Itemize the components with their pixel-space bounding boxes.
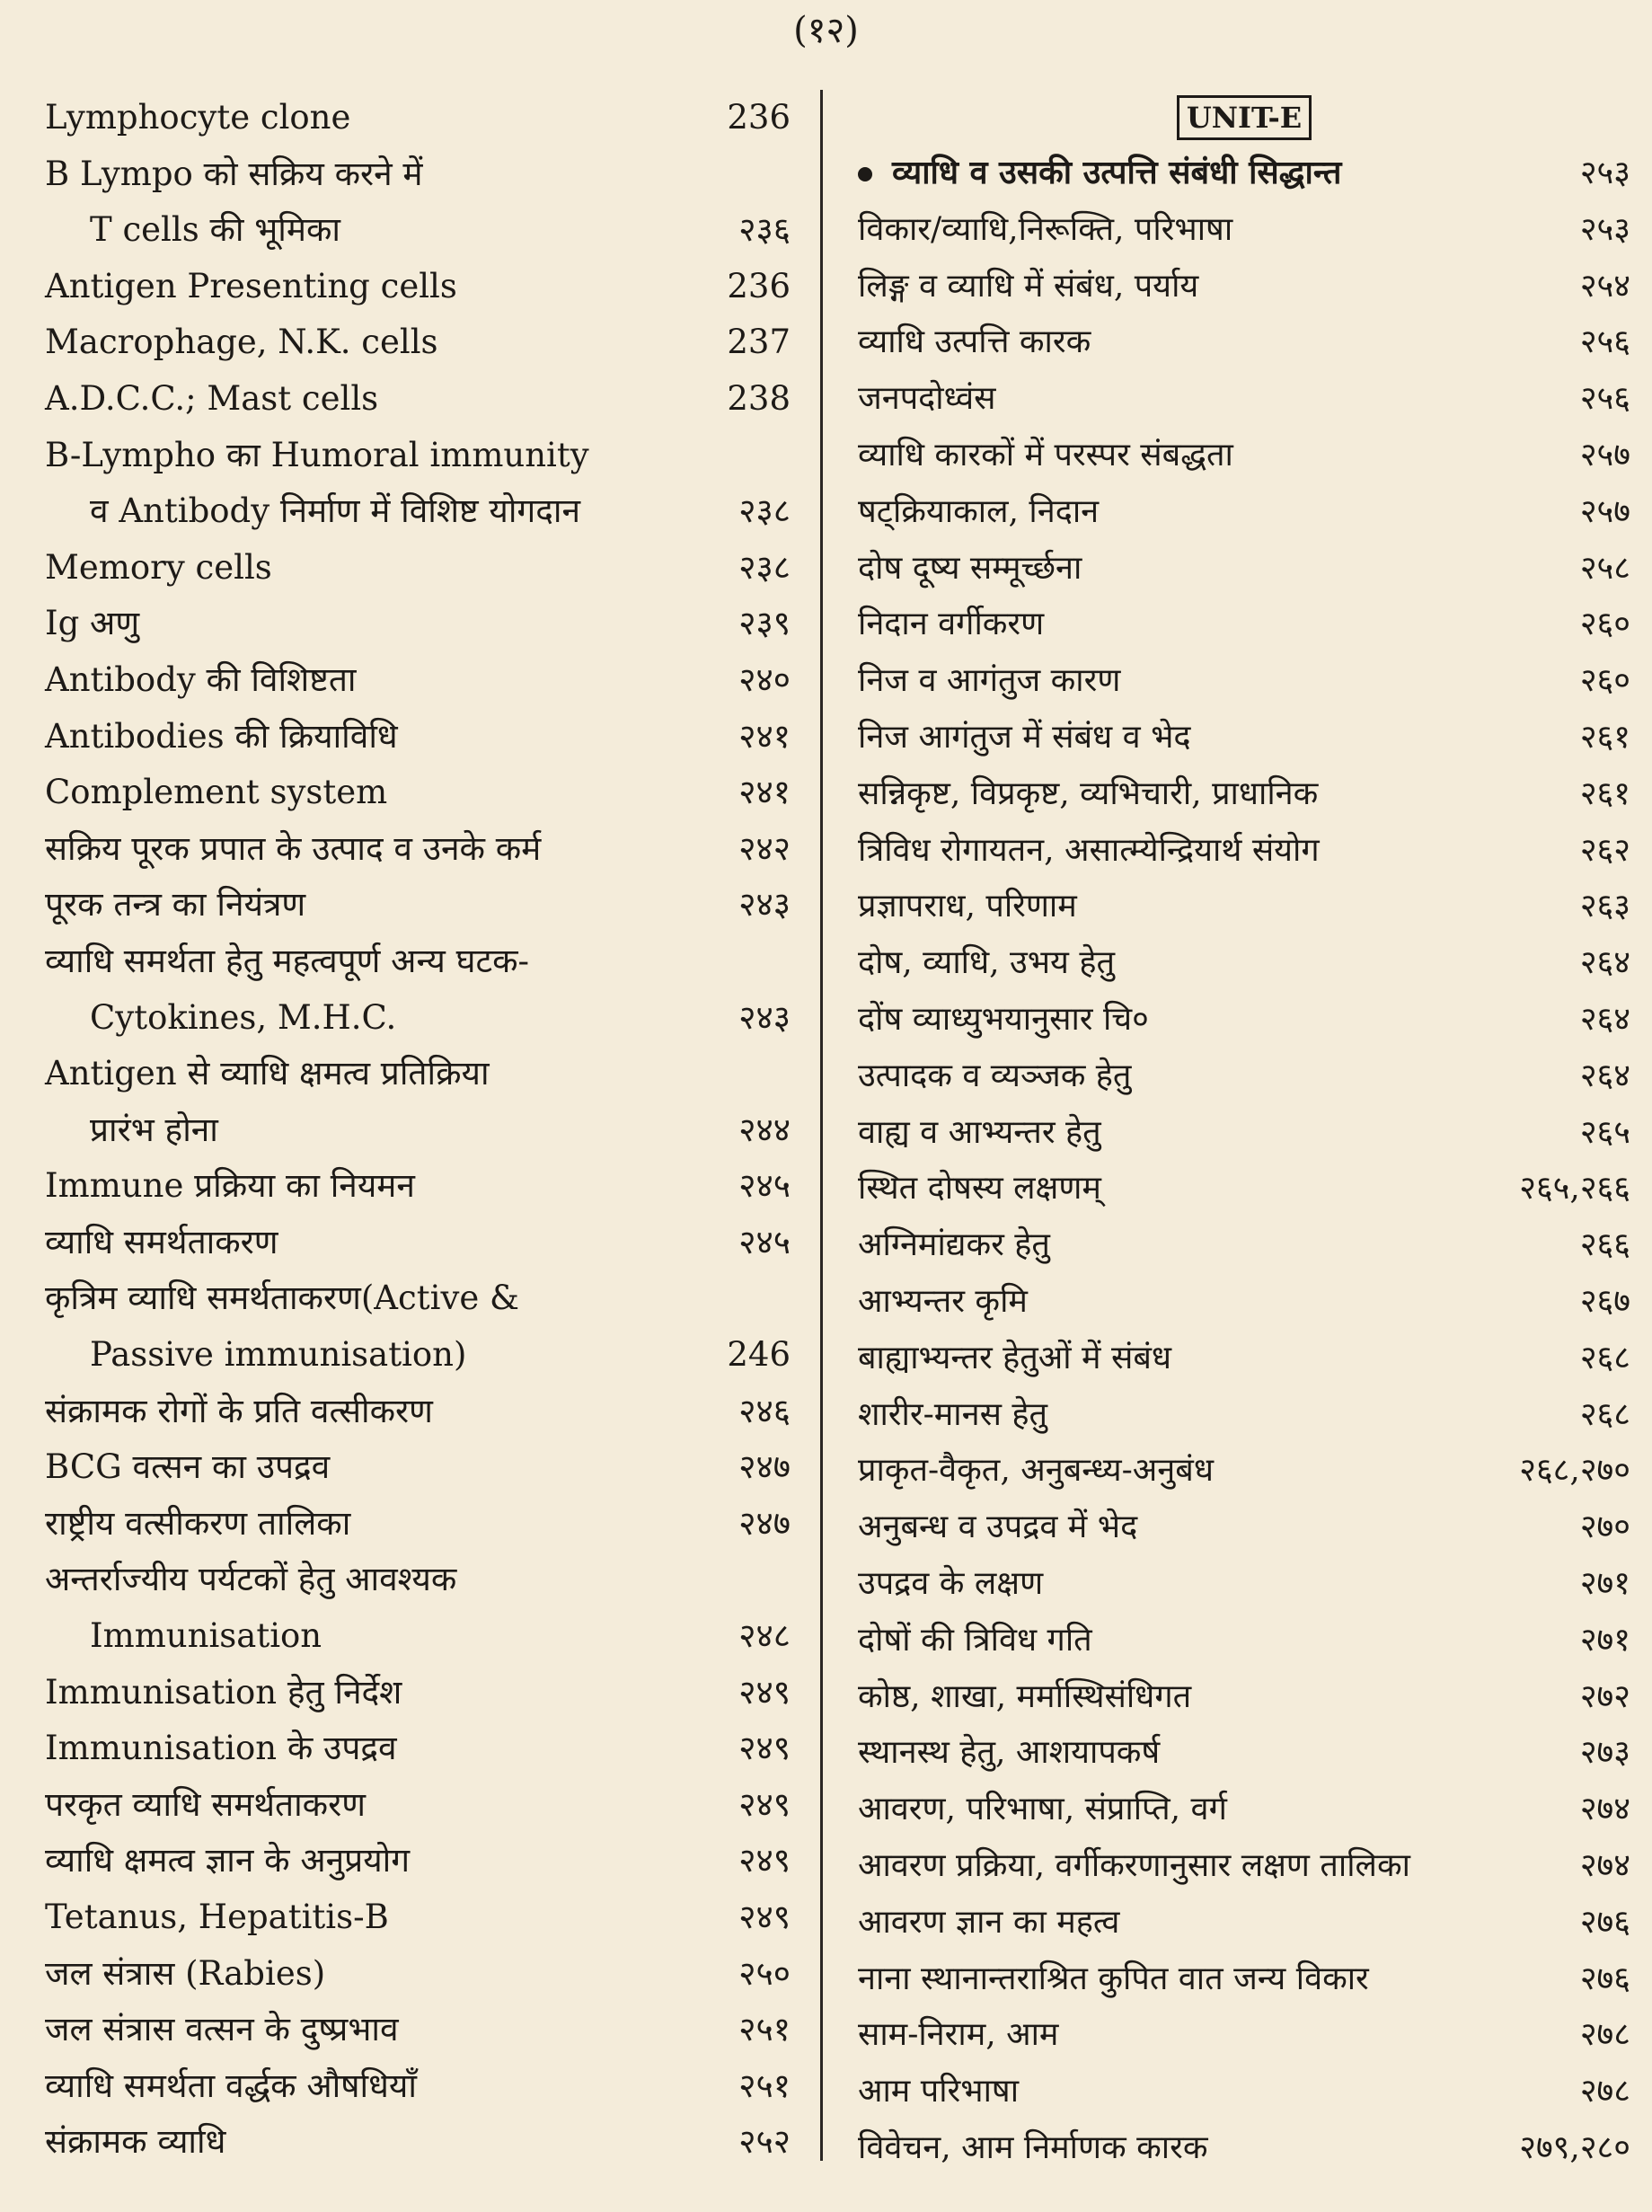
toc-entry-page: २३६ <box>738 210 791 250</box>
toc-entry-title: Lymphocyte clone <box>45 98 351 137</box>
toc-entry-title: कोष्ठ, शाखा, मर्मास्थिसंधिगत <box>858 1677 1192 1715</box>
toc-entry-page: २५१ <box>738 2066 791 2105</box>
toc-entry <box>858 2120 1630 2177</box>
toc-entry-page: २४९ <box>738 1898 791 1936</box>
toc-entry <box>45 259 791 315</box>
toc-entry-title: Immune प्रक्रिया का नियमन <box>45 1166 415 1206</box>
toc-entry-page: २७३ <box>1579 1734 1630 1772</box>
toc-entry <box>45 540 791 597</box>
toc-entry-title: वाह्य व आभ्यन्तर हेतु <box>858 1113 1101 1151</box>
toc-entry-page: २४७ <box>738 1503 791 1543</box>
toc-entry-page: २७० <box>1579 1509 1630 1546</box>
toc-entry-page: २४३ <box>738 997 791 1037</box>
toc-entry-page: २३८ <box>738 547 791 587</box>
toc-entry-page: २७६ <box>1579 1960 1630 1997</box>
toc-entry <box>45 1552 791 1608</box>
toc-entry-title: व्याधि समर्थताकरण <box>45 1222 278 1261</box>
toc-entry <box>45 1889 791 1946</box>
toc-entry-title: सन्निकृष्ट, विप्रकृष्ट, व्यभिचारी, प्राधानिक <box>858 774 1319 812</box>
toc-entry <box>45 90 791 146</box>
toc-entry <box>45 483 791 540</box>
toc-entry <box>45 1946 791 2003</box>
toc-entry-title: Antigen Presenting cells <box>45 266 457 305</box>
toc-entry <box>858 314 1630 371</box>
toc-entry-title: उत्पादक व व्यञ्जक हेतु <box>858 1057 1132 1094</box>
toc-entry <box>45 1721 791 1777</box>
toc-entry-page: 236 <box>727 98 791 137</box>
toc-entry <box>858 2064 1630 2120</box>
section-heading-title: व्याधि व उसकी उत्पत्ति संबंधी सिद्धान्त <box>892 155 1342 191</box>
toc-entry-page: २६८ <box>1579 1395 1630 1433</box>
toc-entry-page: २५० <box>738 1953 791 1993</box>
toc-entry <box>45 428 791 484</box>
right-entry-list <box>858 202 1630 2177</box>
toc-entry-title: व्याधि समर्थता हेतु महत्वपूर्ण अन्य घटक- <box>45 941 530 980</box>
toc-entry-page: २६५ <box>1579 1113 1630 1151</box>
toc-entry <box>858 541 1630 597</box>
toc-entry <box>858 1217 1630 1274</box>
toc-entry-page: २४० <box>738 659 791 699</box>
toc-entry <box>45 1102 791 1159</box>
toc-entry-title: दोंष व्याध्युभयानुसार चि० <box>858 1000 1149 1038</box>
toc-entry <box>858 1048 1630 1105</box>
toc-entry <box>45 1665 791 1721</box>
toc-entry-page: २४७ <box>738 1447 791 1487</box>
toc-entry <box>45 1046 791 1102</box>
toc-entry-page: २६३ <box>1579 888 1630 925</box>
toc-entry-title: प्रज्ञापराध, परिणाम <box>858 888 1077 925</box>
toc-entry <box>858 1331 1630 1387</box>
toc-entry-page: २५३ <box>1579 210 1630 248</box>
toc-entry-title: शारीर-मानस हेतु <box>858 1395 1047 1433</box>
toc-entry <box>858 1951 1630 2008</box>
toc-entry <box>858 1613 1630 1669</box>
section-heading-page: २५३ <box>1579 155 1630 191</box>
toc-entry-title: Antibodies की क्रियाविधि <box>45 716 398 756</box>
toc-entry-title: व्याधि समर्थता वर्द्धक औषधियाँ <box>45 2066 417 2105</box>
toc-entry-page: २६८ <box>1579 1339 1630 1376</box>
toc-entry-page: २४९ <box>738 1729 791 1768</box>
toc-entry-page: २५७ <box>1579 436 1630 473</box>
toc-entry-title: प्रारंभ होना <box>90 1110 218 1149</box>
toc-entry <box>858 1500 1630 1556</box>
toc-entry <box>858 766 1630 823</box>
toc-entry-title: Immunisation <box>90 1616 322 1656</box>
toc-entry-title: BCG वत्सन का उपद्रव <box>45 1447 331 1487</box>
toc-entry <box>858 653 1630 710</box>
toc-entry <box>45 146 791 203</box>
toc-entry-page: २५४ <box>1579 267 1630 305</box>
toc-entry <box>858 202 1630 259</box>
toc-entry <box>858 823 1630 880</box>
toc-entry-title: लिङ्ग व व्याधि में संबंध, पर्याय <box>858 267 1199 305</box>
toc-entry <box>858 1387 1630 1444</box>
toc-entry <box>858 1669 1630 1726</box>
toc-entry-title: A.D.C.C.; Mast cells <box>45 378 379 418</box>
toc-entry <box>45 2058 791 2115</box>
toc-entry-title: T cells की भूमिका <box>90 210 340 250</box>
section-heading <box>858 146 1630 202</box>
toc-entry-page: २६१ <box>1579 718 1630 756</box>
toc-entry-page: 236 <box>727 266 791 305</box>
toc-entry-page: २५२ <box>738 2122 791 2162</box>
toc-entry-title: Immunisation के उपद्रव <box>45 1729 397 1768</box>
toc-entry-page: २३८ <box>738 491 791 531</box>
toc-entry-page: २७१ <box>1579 1564 1630 1602</box>
toc-entry <box>45 1439 791 1496</box>
toc-entry <box>45 2002 791 2058</box>
right-column <box>858 90 1630 2177</box>
unit-heading-row <box>858 90 1630 146</box>
toc-entry-page: २४२ <box>738 828 791 868</box>
toc-entry-page: २४६ <box>738 1391 791 1430</box>
toc-entry-page: २६४ <box>1579 944 1630 982</box>
toc-entry <box>45 1158 791 1215</box>
page-number: (१२) <box>793 10 859 51</box>
toc-entry <box>45 877 791 933</box>
toc-entry <box>858 1443 1630 1500</box>
toc-entry-page: २५७ <box>1579 492 1630 530</box>
toc-entry <box>858 1274 1630 1331</box>
toc-entry <box>858 935 1630 992</box>
toc-entry-page: २४१ <box>738 773 791 812</box>
toc-entry-title: पूरक तन्त्र का नियंत्रण <box>45 885 306 925</box>
toc-entry-title: अग्निमांद्यकर हेतु <box>858 1226 1050 1264</box>
toc-entry-title: षट्क्रियाकाल, निदान <box>858 492 1100 530</box>
toc-entry-page: 246 <box>727 1335 791 1375</box>
toc-entry-page: २६२ <box>1579 831 1630 869</box>
toc-entry-page: २७९,२८० <box>1519 2128 1630 2166</box>
toc-entry-title: जल संत्रास वत्सन के दुष्प्रभाव <box>45 2010 399 2049</box>
toc-entry-title: Immunisation हेतु निर्देश <box>45 1672 402 1712</box>
toc-entry-title: व्याधि क्षमत्व ज्ञान के अनुप्रयोग <box>45 1841 411 1880</box>
toc-entry-page: २४४ <box>738 1110 791 1149</box>
toc-entry-page: २७८ <box>1579 2073 1630 2110</box>
toc-entry <box>45 2114 791 2171</box>
toc-entry-title: साम-निराम, आम <box>858 2016 1059 2054</box>
column-divider <box>820 90 823 2161</box>
toc-entry-title: निज आगंतुज में संबंध व भेद <box>858 718 1191 756</box>
toc-entry-title: Antibody की विशिष्टता <box>45 659 357 699</box>
toc-entry-title: Passive immunisation) <box>90 1335 467 1375</box>
toc-entry-title: अन्तर्राज्यीय पर्यटकों हेतु आवश्यक <box>45 1560 457 1599</box>
toc-entry <box>45 709 791 765</box>
toc-entry-page: २६४ <box>1579 1000 1630 1038</box>
toc-entry-page: २६० <box>1579 662 1630 700</box>
toc-entry-title: आवरण प्रक्रिया, वर्गीकरणानुसार लक्षण तालिका <box>858 1846 1410 1884</box>
toc-entry-title: Complement system <box>45 773 388 812</box>
toc-entry-title: निज व आगंतुज कारण <box>858 662 1121 700</box>
toc-entry <box>45 765 791 821</box>
toc-entry-title: Tetanus, Hepatitis-B <box>45 1898 389 1936</box>
toc-entry-page: २४९ <box>738 1841 791 1880</box>
toc-entry <box>858 484 1630 541</box>
toc-entry-page: २६८,२७० <box>1519 1452 1630 1490</box>
toc-entry-page: २५६ <box>1579 380 1630 418</box>
toc-entry-title: Cytokines, M.H.C. <box>90 997 397 1037</box>
toc-entry-page: २६१ <box>1579 774 1630 812</box>
toc-entry-title: व्याधि उत्पत्ति कारक <box>858 323 1091 361</box>
toc-entry-page: २६६ <box>1579 1226 1630 1264</box>
toc-entry-page: २३९ <box>738 604 791 643</box>
toc-entry <box>858 879 1630 935</box>
toc-entry-page: २६० <box>1579 606 1630 643</box>
toc-entry-title: Ig अणु <box>45 604 140 643</box>
toc-entry <box>858 1838 1630 1895</box>
toc-entry-title: दोषों की त्रिविध गति <box>858 1621 1092 1659</box>
toc-entry-title: आवरण ज्ञान का महत्व <box>858 1903 1120 1941</box>
toc-entry-title: त्रिविध रोगायतन, असात्म्येन्द्रियार्थ संयोग <box>858 831 1320 869</box>
toc-entry-page: २७६ <box>1579 1903 1630 1941</box>
toc-entry-title: सक्रिय पूरक प्रपात के उत्पाद व उनके कर्म <box>45 828 542 868</box>
toc-entry <box>45 596 791 652</box>
toc-entry-title: B-Lympho का Humoral immunity <box>45 435 589 474</box>
toc-entry <box>858 259 1630 315</box>
toc-entry-page: २५१ <box>738 2010 791 2049</box>
toc-entry <box>858 2007 1630 2064</box>
toc-entry <box>45 1833 791 1889</box>
toc-entry-title: Antigen से व्याधि क्षमत्व प्रतिक्रिया <box>45 1054 490 1093</box>
toc-entry-page: २५६ <box>1579 323 1630 361</box>
toc-entry-title: अनुबन्ध व उपद्रव में भेद <box>858 1509 1138 1546</box>
toc-entry <box>858 1782 1630 1838</box>
toc-entry-title: बाह्याभ्यन्तर हेतुओं में संबंध <box>858 1339 1172 1376</box>
toc-entry <box>45 933 791 990</box>
toc-entry <box>45 821 791 878</box>
toc-entry-page: २५८ <box>1579 549 1630 587</box>
toc-entry <box>858 710 1630 766</box>
left-column <box>45 90 791 2171</box>
toc-entry-page: २४९ <box>738 1784 791 1824</box>
toc-entry-title: विकार/व्याधि,निरूक्ति, परिभाषा <box>858 210 1233 248</box>
toc-entry-title: दोष दूष्य सम्मूर्च्छना <box>858 549 1082 587</box>
toc-entry-title: निदान वर्गीकरण <box>858 606 1045 643</box>
toc-entry <box>858 1556 1630 1613</box>
toc-entry <box>858 992 1630 1048</box>
toc-entry-title: व्याधि कारकों में परस्पर संबद्धता <box>858 436 1233 473</box>
toc-entry-title: विवेचन, आम निर्माणक कारक <box>858 2128 1208 2166</box>
toc-entry <box>858 371 1630 428</box>
toc-entry-page: २४८ <box>738 1616 791 1656</box>
toc-entry <box>45 1777 791 1834</box>
toc-entry-title: Memory cells <box>45 547 272 587</box>
toc-entry-title: कृत्रिम व्याधि समर्थताकरण(Active & <box>45 1279 519 1318</box>
toc-entry-page: २७१ <box>1579 1621 1630 1659</box>
toc-entry <box>45 652 791 709</box>
toc-entry-title: नाना स्थानान्तराश्रित कुपित वात जन्य विकार <box>858 1960 1369 1997</box>
toc-entry-title: प्राकृत-वैकृत, अनुबन्ध्य-अनुबंध <box>858 1452 1214 1490</box>
toc-entry <box>858 428 1630 484</box>
bullet-icon <box>858 167 872 181</box>
unit-label: UNIT-E <box>1177 95 1312 140</box>
toc-entry <box>858 1725 1630 1782</box>
toc-entry-title: व Antibody निर्माण में विशिष्ट योगदान <box>90 491 581 531</box>
toc-entry-page: २७४ <box>1579 1791 1630 1828</box>
toc-entry <box>858 1895 1630 1951</box>
toc-entry-page: २७२ <box>1579 1677 1630 1715</box>
toc-entry <box>858 597 1630 653</box>
toc-entry <box>45 1384 791 1440</box>
toc-entry-title: संक्रामक व्याधि <box>45 2122 226 2162</box>
toc-entry <box>45 371 791 428</box>
toc-entry-page: 237 <box>727 323 791 362</box>
toc-entry-title: Macrophage, N.K. cells <box>45 323 438 362</box>
toc-entry <box>858 1105 1630 1162</box>
toc-entry-title: दोष, व्याधि, उभय हेतु <box>858 944 1115 982</box>
toc-entry-page: २६४ <box>1579 1057 1630 1094</box>
toc-entry-title: B Lympo को सक्रिय करने में <box>45 154 423 193</box>
toc-entry-page: २४३ <box>738 885 791 925</box>
toc-entry <box>45 1215 791 1271</box>
toc-entry-title: उपद्रव के लक्षण <box>858 1564 1044 1602</box>
toc-entry-page: २४५ <box>738 1222 791 1261</box>
toc-entry-page: २४९ <box>738 1672 791 1712</box>
toc-entry-page: २४१ <box>738 716 791 756</box>
toc-entry-page: २७४ <box>1579 1846 1630 1884</box>
toc-entry-title: राष्ट्रीय वत्सीकरण तालिका <box>45 1503 351 1543</box>
toc-entry-page: 238 <box>727 378 791 418</box>
toc-entry <box>45 1327 791 1384</box>
toc-entry <box>45 1608 791 1665</box>
toc-entry-title: आम परिभाषा <box>858 2073 1020 2110</box>
toc-entry-page: २४५ <box>738 1166 791 1206</box>
toc-entry-title: संक्रामक रोगों के प्रति वत्सीकरण <box>45 1391 433 1430</box>
toc-entry <box>45 1270 791 1327</box>
toc-entry-title: आभ्यन्तर कृमि <box>858 1282 1028 1320</box>
toc-entry <box>45 202 791 259</box>
toc-entry-title: स्थानस्थ हेतु, आशयापकर्ष <box>858 1734 1161 1772</box>
toc-entry <box>45 990 791 1047</box>
toc-entry <box>858 1161 1630 1217</box>
toc-entry-title: जनपदोध्वंस <box>858 380 996 418</box>
toc-entry <box>45 314 791 371</box>
toc-entry-title: जल संत्रास (Rabies) <box>45 1953 326 1993</box>
toc-entry-page: २६७ <box>1579 1282 1630 1320</box>
toc-entry <box>45 1496 791 1553</box>
toc-entry-title: आवरण, परिभाषा, संप्राप्ति, वर्ग <box>858 1791 1227 1828</box>
toc-entry-page: २६५,२६६ <box>1519 1170 1630 1208</box>
toc-entry-page: २७८ <box>1579 2016 1630 2054</box>
toc-entry-title: परकृत व्याधि समर्थताकरण <box>45 1784 366 1824</box>
toc-entry-title: स्थित दोषस्य लक्षणम् <box>858 1170 1101 1208</box>
